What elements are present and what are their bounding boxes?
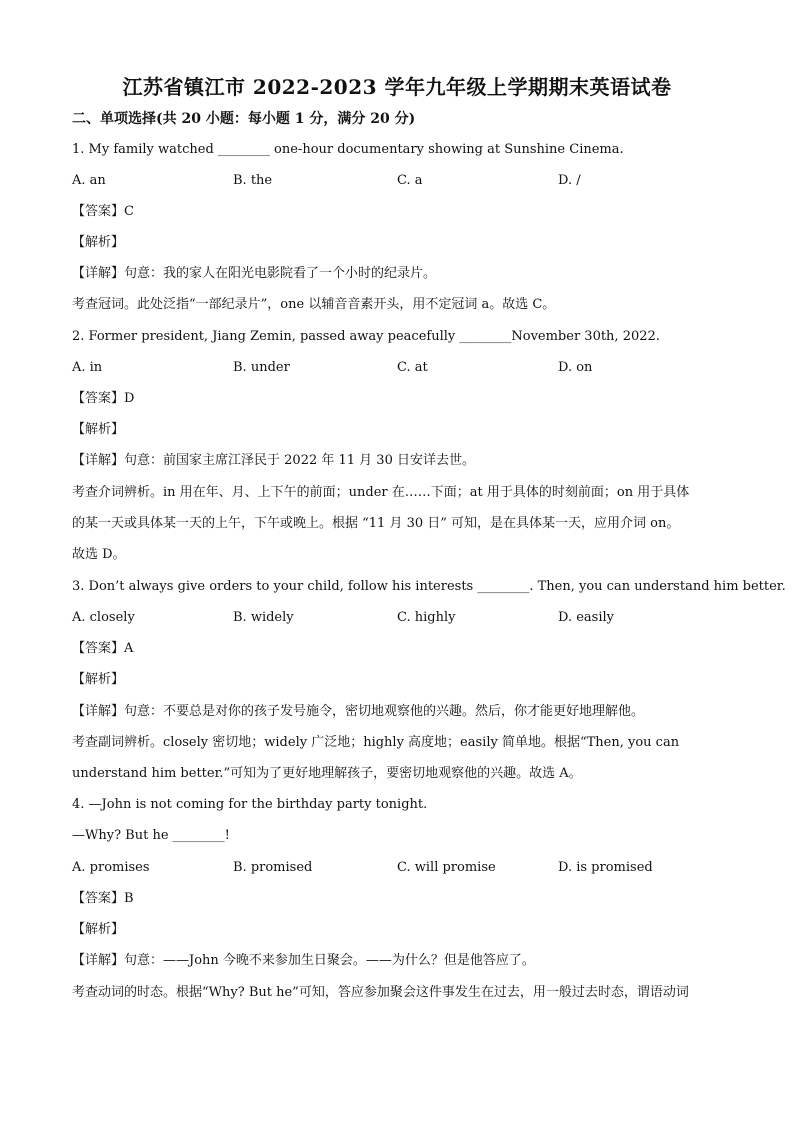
question-1-option-d: D. / <box>558 173 581 188</box>
detail-label: 【详解】 <box>72 266 125 281</box>
question-3-analysis-label: 【解析】 <box>72 672 125 687</box>
detail-text: 句意：前国家主席江泽民于 2022 年 11 月 30 日安详去世。 <box>124 453 475 468</box>
question-4-stem-reply: —Why? But he ________! <box>72 828 230 843</box>
detail-label: 【详解】 <box>72 953 125 968</box>
question-2-explanation-3: 故选 D。 <box>72 547 126 562</box>
detail-text: 句意：不要总是对你的孩子发号施令，密切地观察他的兴趣。然后，你才能更好地理解他。 <box>124 704 645 719</box>
question-4-option-d: D. is promised <box>558 860 653 875</box>
question-2-analysis-label: 【解析】 <box>72 422 125 437</box>
answer-label: 【答案】 <box>72 891 125 906</box>
detail-label: 【详解】 <box>72 704 125 719</box>
question-3-option-c: C. highly <box>397 610 456 625</box>
question-2-explanation-1: 考查介词辨析。in 用在年、月、上下午的前面；under 在……下面；at 用于具体的时刻前面；on 用于具体 <box>72 485 690 500</box>
question-2-option-c: C. at <box>397 360 428 375</box>
question-4-option-a: A. promises <box>72 860 150 875</box>
answer-label: 【答案】 <box>72 204 125 219</box>
question-3-option-b: B. widely <box>233 610 294 625</box>
question-4-option-b: B. promised <box>233 860 313 875</box>
question-4-answer <box>72 890 134 908</box>
section-heading: 二、单项选择(共 20 小题：每小题 1 分，满分 20 分) <box>72 111 416 127</box>
question-1-detail <box>72 265 436 283</box>
question-2-explanation-2: 的某一天或具体某一天的上午，下午或晚上。根据 “11 月 30 日” 可知，是在具体某一天，应用介词 on。 <box>72 516 680 531</box>
answer-value: A <box>124 641 134 656</box>
question-4-analysis-label: 【解析】 <box>72 922 125 937</box>
question-1-option-b: B. the <box>233 173 273 188</box>
question-1-option-c: C. a <box>397 173 423 188</box>
question-4-explanation-1: 考查动词的时态。根据“Why? But he”可知，答应参加聚会这件事发生在过去，用一般过去时态，谓语动词 <box>72 985 689 1000</box>
question-2-answer <box>72 390 134 408</box>
question-3-option-a: A. closely <box>72 610 135 625</box>
question-2-detail <box>72 452 475 470</box>
question-1-answer <box>72 203 134 221</box>
question-3-explanation-1: 考查副词辨析。closely 密切地；widely 广泛地；highly 高度地；easily 简单地。根据“Then, you can <box>72 735 680 750</box>
answer-label: 【答案】 <box>72 641 125 656</box>
question-4-detail <box>72 952 535 970</box>
detail-label: 【详解】 <box>72 453 125 468</box>
question-3-stem: 3. Don’t always give orders to your child, follow his interests ________. Then, you can understand him better. <box>72 579 786 594</box>
question-2-option-b: B. under <box>233 360 290 375</box>
question-1-option-a: A. an <box>72 173 106 188</box>
question-2-option-d: D. on <box>558 360 593 375</box>
question-3-answer <box>72 640 133 658</box>
answer-label: 【答案】 <box>72 391 125 406</box>
page-title: 江苏省镇江市 2022-2023 学年九年级上学期期末英语试卷 <box>122 75 672 99</box>
answer-value: C <box>124 204 134 219</box>
answer-value: B <box>124 891 134 906</box>
question-1-stem: 1. My family watched ________ one-hour documentary showing at Sunshine Cinema. <box>72 142 624 157</box>
question-4-stem: 4. —John is not coming for the birthday party tonight. <box>72 797 428 812</box>
question-3-option-d: D. easily <box>558 610 614 625</box>
answer-value: D <box>124 391 135 406</box>
detail-text: 句意：——John 今晚不来参加生日聚会。——为什么？但是他答应了。 <box>124 953 535 968</box>
question-3-detail <box>72 703 644 721</box>
question-3-explanation-2: understand him better.”可知为了更好地理解孩子，要密切地观察他的兴趣。故选 A。 <box>72 766 582 781</box>
question-1-analysis-label: 【解析】 <box>72 235 125 250</box>
question-1-explanation: 考查冠词。此处泛指“一部纪录片”，one 以辅音音素开头，用不定冠词 a。故选 C。 <box>72 297 556 312</box>
question-2-option-a: A. in <box>72 360 103 375</box>
question-2-stem: 2. Former president, Jiang Zemin, passed away peacefully ________November 30th, 2022. <box>72 329 660 344</box>
detail-text: 句意：我的家人在阳光电影院看了一个小时的纪录片。 <box>124 266 437 281</box>
question-4-option-c: C. will promise <box>397 860 496 875</box>
